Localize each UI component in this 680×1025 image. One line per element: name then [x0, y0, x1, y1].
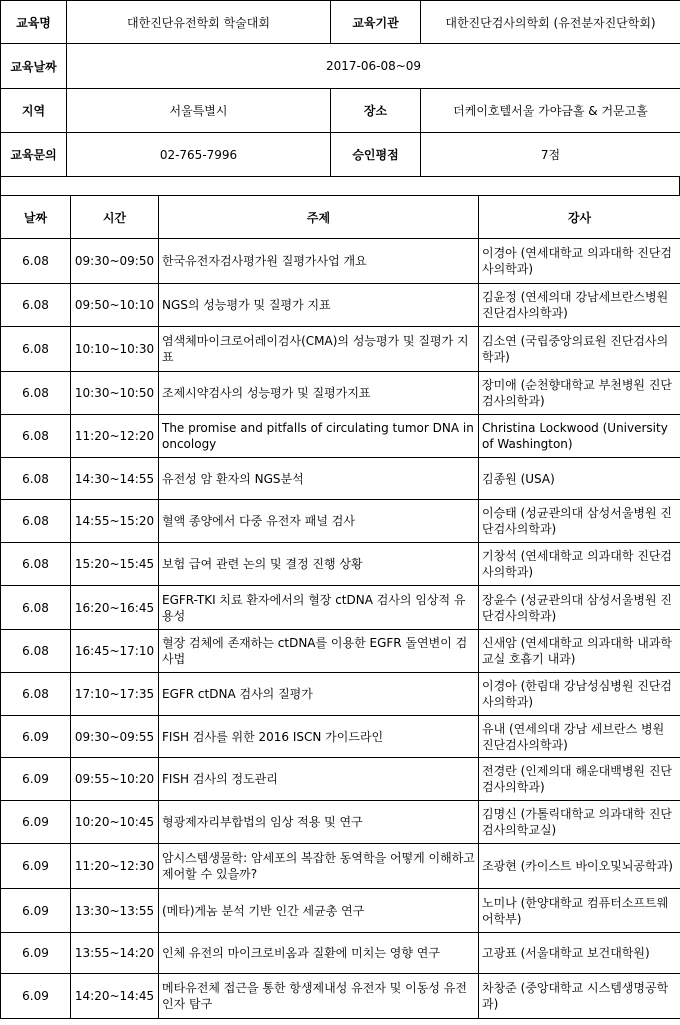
course-info-table: [0, 0, 680, 177]
schedule-date: 6.08: [1, 630, 71, 673]
schedule-time: 15:20~15:45: [71, 543, 159, 586]
schedule-speaker: 이경아 (한림대 강남성심병원 진단검사의학과): [479, 673, 680, 716]
schedule-topic: EGFR-TKI 치료 환자에서의 혈장 ctDNA 검사의 임상적 유용성: [159, 586, 479, 630]
schedule-date: 6.09: [1, 716, 71, 758]
schedule-date: 6.08: [1, 284, 71, 327]
date-label: 교육날짜: [1, 44, 67, 89]
date-value: 2017-06-08~09: [67, 44, 680, 89]
schedule-topic: 메타유전체 접근을 통한 항생제내성 유전자 및 이동성 유전인자 탐구: [159, 974, 479, 1019]
schedule-speaker: 차창준 (중앙대학교 시스템생명공학과): [479, 974, 680, 1019]
header-speaker: 강사: [479, 196, 680, 239]
schedule-speaker: 기창석 (연세대학교 의과대학 진단검사의학과): [479, 543, 680, 586]
region-label: 지역: [1, 89, 67, 133]
schedule-row: [1, 716, 680, 758]
schedule-time: 14:30~14:55: [71, 458, 159, 500]
schedule-speaker: 이경아 (연세대학교 의과대학 진단검사의학과): [479, 239, 680, 284]
schedule-topic: FISH 검사를 위한 2016 ISCN 가이드라인: [159, 716, 479, 758]
schedule-speaker: 장윤수 (성균관의대 삼성서울병원 진단검사의학과): [479, 586, 680, 630]
schedule-date: 6.09: [1, 933, 71, 974]
schedule-date: 6.08: [1, 372, 71, 415]
schedule-time: 10:30~10:50: [71, 372, 159, 415]
schedule-row: [1, 758, 680, 801]
section-spacer: [0, 177, 680, 195]
schedule-time: 10:20~10:45: [71, 801, 159, 844]
schedule-speaker: Christina Lockwood (University of Washington): [479, 415, 680, 458]
schedule-row: [1, 673, 680, 716]
schedule-speaker: 장미애 (순천향대학교 부천병원 진단검사의학과): [479, 372, 680, 415]
schedule-date: 6.08: [1, 327, 71, 372]
schedule-date: 6.09: [1, 889, 71, 933]
schedule-row: [1, 630, 680, 673]
schedule-time: 09:30~09:50: [71, 239, 159, 284]
schedule-time: 17:10~17:35: [71, 673, 159, 716]
schedule-row: [1, 889, 680, 933]
schedule-date: 6.08: [1, 415, 71, 458]
schedule-topic: 보험 급여 관련 논의 및 결정 진행 상황: [159, 543, 479, 586]
schedule-row: [1, 372, 680, 415]
schedule-row: [1, 500, 680, 543]
schedule-date: 6.09: [1, 801, 71, 844]
schedule-topic: 암시스템생물학: 암세포의 복잡한 동역학을 어떻게 이해하고 제어할 수 있을까?: [159, 844, 479, 889]
header-date: 날짜: [1, 196, 71, 239]
schedule-row: [1, 284, 680, 327]
schedule-date: 6.08: [1, 458, 71, 500]
schedule-speaker: 조광현 (카이스트 바이오및뇌공학과): [479, 844, 680, 889]
schedule-date: 6.09: [1, 758, 71, 801]
schedule-date: 6.08: [1, 586, 71, 630]
schedule-row: [1, 415, 680, 458]
schedule-speaker: 유내 (연세의대 강남 세브란스 병원 진단검사의학과): [479, 716, 680, 758]
schedule-time: 16:20~16:45: [71, 586, 159, 630]
credit-label: 승인평점: [331, 133, 421, 177]
org-value: 대한진단검사의학회 (유전분자진단학회): [421, 1, 680, 44]
schedule-time: 13:30~13:55: [71, 889, 159, 933]
schedule-speaker: 전경란 (인제의대 해운대백병원 진단검사의학과): [479, 758, 680, 801]
schedule-row: [1, 458, 680, 500]
schedule-topic: 혈장 검체에 존재하는 ctDNA를 이용한 EGFR 돌연변이 검사법: [159, 630, 479, 673]
edu-name-label: 교육명: [1, 1, 67, 44]
schedule-topic: 한국유전자검사평가원 질평가사업 개요: [159, 239, 479, 284]
schedule-topic: 형광제자리부합법의 임상 적용 및 연구: [159, 801, 479, 844]
schedule-row: [1, 844, 680, 889]
header-time: 시간: [71, 196, 159, 239]
schedule-row: [1, 239, 680, 284]
schedule-time: 10:10~10:30: [71, 327, 159, 372]
schedule-speaker: 이승태 (성균관의대 삼성서울병원 진단검사의학과): [479, 500, 680, 543]
schedule-time: 14:20~14:45: [71, 974, 159, 1019]
schedule-row: [1, 327, 680, 372]
schedule-time: 09:55~10:20: [71, 758, 159, 801]
schedule-body: [1, 239, 680, 1019]
schedule-date: 6.08: [1, 239, 71, 284]
schedule-speaker: 김윤정 (연세의대 강남세브란스병원 진단검사의학과): [479, 284, 680, 327]
edu-name-value: 대한진단유전학회 학술대회: [67, 1, 331, 44]
contact-value: 02-765-7996: [67, 133, 331, 177]
schedule-date: 6.09: [1, 974, 71, 1019]
schedule-row: [1, 586, 680, 630]
schedule-speaker: 김종원 (USA): [479, 458, 680, 500]
header-topic: 주제: [159, 196, 479, 239]
schedule-topic: 혈액 종양에서 다중 유전자 패널 검사: [159, 500, 479, 543]
schedule-row: [1, 933, 680, 974]
schedule-date: 6.08: [1, 500, 71, 543]
org-label: 교육기관: [331, 1, 421, 44]
schedule-row: [1, 974, 680, 1019]
schedule-row: [1, 801, 680, 844]
venue-value: 더케이호텔서울 가야금홀 & 거문고홀: [421, 89, 680, 133]
schedule-speaker: 김명신 (가톨릭대학교 의과대학 진단검사의학교실): [479, 801, 680, 844]
schedule-topic: EGFR ctDNA 검사의 질평가: [159, 673, 479, 716]
schedule-speaker: 고광표 (서울대학교 보건대학원): [479, 933, 680, 974]
schedule-time: 09:30~09:55: [71, 716, 159, 758]
schedule-speaker: 신새암 (연세대학교 의과대학 내과학 교실 호흡기 내과): [479, 630, 680, 673]
schedule-table: [0, 195, 680, 1019]
contact-label: 교육문의: [1, 133, 67, 177]
schedule-time: 11:20~12:30: [71, 844, 159, 889]
schedule-row: [1, 543, 680, 586]
schedule-topic: NGS의 성능평가 및 질평가 지표: [159, 284, 479, 327]
schedule-speaker: 김소연 (국립중앙의료원 진단검사의학과): [479, 327, 680, 372]
schedule-time: 09:50~10:10: [71, 284, 159, 327]
schedule-date: 6.08: [1, 543, 71, 586]
schedule-topic: (메타)게놈 분석 기반 인간 세균총 연구: [159, 889, 479, 933]
venue-label: 장소: [331, 89, 421, 133]
schedule-time: 16:45~17:10: [71, 630, 159, 673]
schedule-topic: 인체 유전의 마이크로비옴과 질환에 미치는 영향 연구: [159, 933, 479, 974]
credit-value: 7점: [421, 133, 680, 177]
schedule-time: 11:20~12:20: [71, 415, 159, 458]
schedule-topic: 유전성 암 환자의 NGS분석: [159, 458, 479, 500]
region-value: 서울특별시: [67, 89, 331, 133]
schedule-topic: The promise and pitfalls of circulating tumor DNA in oncology: [159, 415, 479, 458]
schedule-date: 6.08: [1, 673, 71, 716]
schedule-speaker: 노미나 (한양대학교 컴퓨터소프트웨어학부): [479, 889, 680, 933]
schedule-date: 6.09: [1, 844, 71, 889]
schedule-time: 13:55~14:20: [71, 933, 159, 974]
schedule-topic: FISH 검사의 정도관리: [159, 758, 479, 801]
schedule-topic: 조제시약검사의 성능평가 및 질평가지표: [159, 372, 479, 415]
schedule-topic: 염색체마이크로어레이검사(CMA)의 성능평가 및 질평가 지표: [159, 327, 479, 372]
schedule-time: 14:55~15:20: [71, 500, 159, 543]
